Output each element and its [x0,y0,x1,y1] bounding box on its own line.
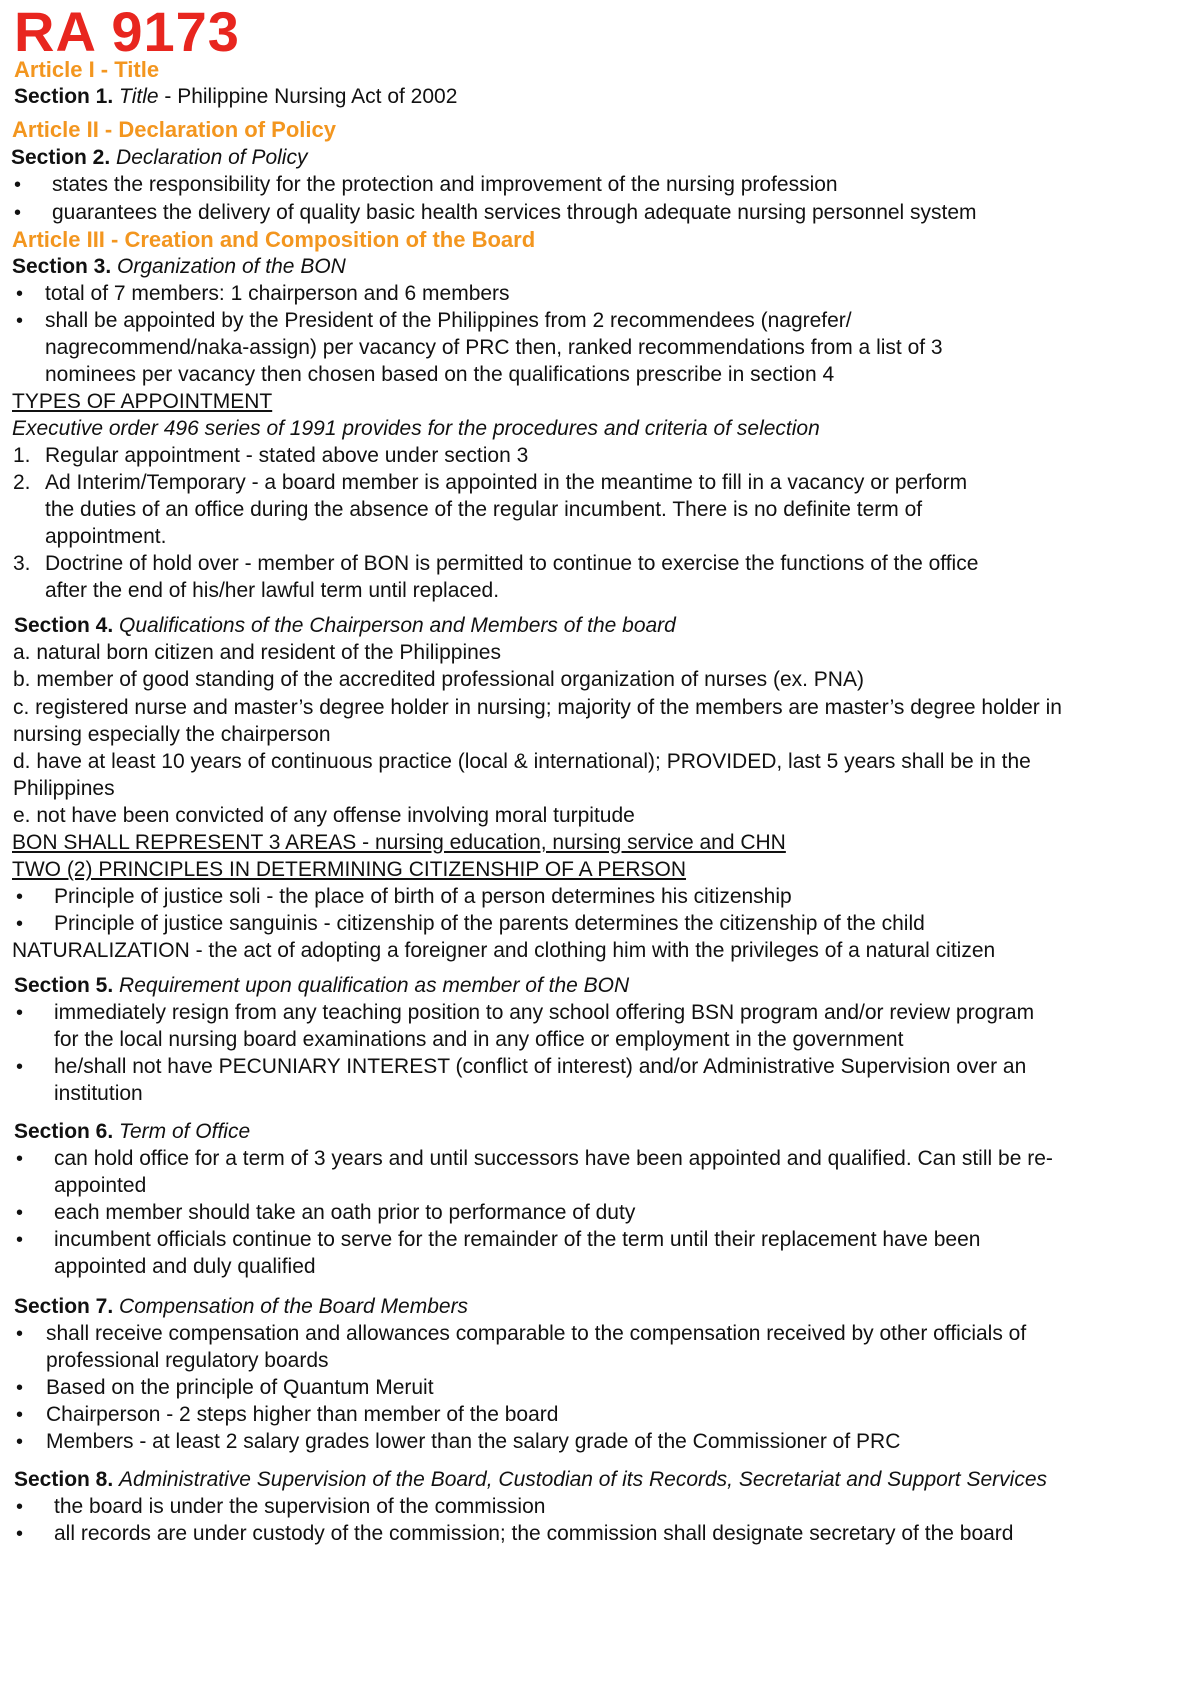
bullet-icon: • [16,1202,24,1224]
appointment-item-line: Doctrine of hold over - member of BON is permitted to continue to exercise the functions of the office [45,552,979,575]
section-4-label: Section 4. [14,614,114,637]
section-3-label: Section 3. [12,255,112,278]
appointment-item-line: Regular appointment - stated above under section 3 [45,444,529,467]
section-4 [14,613,676,639]
section-7-title: Compensation of the Board Members [119,1295,469,1318]
list-number: 3. [13,552,31,575]
section-1-label: Section 1. [14,85,114,108]
bullet-icon: • [16,1523,24,1545]
bullet-icon: • [16,283,24,305]
section-4-title: Qualifications of the Chairperson and Members of the board [119,614,676,637]
section-3-item-line: nominees per vacancy then chosen based on the qualifications prescribe in section 4 [45,363,835,386]
bullet-icon: • [14,174,22,196]
section-3-title: Organization of the BON [117,255,346,278]
section-8-item: the board is under the supervision of the commission [54,1495,546,1518]
section-4-line: e. not have been convicted of any offense involving moral turpitude [13,804,635,827]
appointment-item-line: appointment. [45,525,167,548]
bullet-icon: • [16,1148,24,1170]
bullet-icon: • [16,1496,24,1518]
appointment-heading: TYPES OF APPOINTMENT [12,390,273,413]
section-5-item-line: institution [54,1082,143,1105]
section-8 [14,1467,1047,1493]
appointment-item-line: the duties of an office during the absence of the regular incumbent. There is no definite term of [45,498,923,521]
section-5-label: Section 5. [14,974,114,997]
section-3-item: total of 7 members: 1 chairperson and 6 members [45,282,510,305]
article-1-heading: Article I - Title [14,57,160,82]
bullet-icon: • [16,1323,24,1345]
bullet-icon: • [16,1377,24,1399]
article-3-heading: Article III - Creation and Composition of the Board [12,227,536,252]
section-6-item: each member should take an oath prior to performance of duty [54,1201,636,1224]
section-7-label: Section 7. [14,1295,114,1318]
section-5-item-line: immediately resign from any teaching position to any school offering BSN program and/or review program [54,1001,1035,1024]
document-title: RA 9173 [14,0,240,63]
principle-item: Principle of justice sanguinis - citizenship of the parents determines the citizenship of the child [54,912,925,935]
section-4-line: c. registered nurse and master’s degree holder in nursing; majority of the members are master’s degree holder in [13,696,1062,719]
section-2 [11,145,307,171]
section-7 [14,1294,468,1320]
section-5-title: Requirement upon qualification as member of the BON [119,974,630,997]
citizenship-heading: TWO (2) PRINCIPLES IN DETERMINING CITIZENSHIP OF A PERSON [12,858,687,881]
section-1 [14,84,457,110]
section-7-item: Chairperson - 2 steps higher than member of the board [46,1403,559,1426]
bullet-icon: • [16,1229,24,1251]
section-2-title: Declaration of Policy [116,146,308,169]
section-7-item-line: shall receive compensation and allowances comparable to the compensation received by other officials of [46,1322,1027,1345]
section-3-item-line: shall be appointed by the President of the Philippines from 2 recommendees (nagrefer/ [45,309,852,332]
bullet-icon: • [16,913,24,935]
bon-areas-heading: BON SHALL REPRESENT 3 AREAS - nursing education, nursing service and CHN [12,831,786,854]
section-6-title: Term of Office [119,1120,251,1143]
section-1-text: - Philippine Nursing Act of 2002 [158,85,458,108]
section-1-title: Title [119,85,159,108]
section-7-item-line: professional regulatory boards [46,1349,329,1372]
bullet-icon: • [16,886,24,908]
bullet-icon: • [16,1002,24,1024]
section-4-line: nursing especially the chairperson [13,723,331,746]
bullet-icon: • [16,1404,24,1426]
appointment-item-line: Ad Interim/Temporary - a board member is appointed in the meantime to fill in a vacancy or perform [45,471,968,494]
section-6-item-line: incumbent officials continue to serve for the remainder of the term until their replacement have been [54,1228,981,1251]
bullet-icon: • [16,1056,24,1078]
section-5-item-line: he/shall not have PECUNIARY INTEREST (conflict of interest) and/or Administrative Supervision over an [54,1055,1027,1078]
naturalization-definition: NATURALIZATION - the act of adopting a foreigner and clothing him with the privileges of a natural citizen [12,939,996,962]
section-4-line: Philippines [13,777,115,800]
appointment-note: Executive order 496 series of 1991 provides for the procedures and criteria of selection [12,417,820,440]
section-7-item: Members - at least 2 salary grades lower than the salary grade of the Commissioner of PRC [46,1430,901,1453]
article-2-heading: Article II - Declaration of Policy [12,117,336,142]
section-2-item: guarantees the delivery of quality basic health services through adequate nursing personnel system [52,201,977,224]
list-number: 1. [13,444,31,467]
section-4-line: b. member of good standing of the accredited professional organization of nurses (ex. PNA) [13,668,864,691]
section-8-item: all records are under custody of the commission; the commission shall designate secretary of the board [54,1522,1014,1545]
principle-item: Principle of justice soli - the place of birth of a person determines his citizenship [54,885,792,908]
section-8-label: Section 8. [14,1468,114,1491]
section-6-item-line: appointed [54,1174,147,1197]
section-2-item: states the responsibility for the protection and improvement of the nursing profession [52,173,838,196]
bullet-icon: • [16,310,24,332]
list-number: 2. [13,471,31,494]
appointment-item-line: after the end of his/her lawful term until replaced. [45,579,500,602]
section-8-title: Administrative Supervision of the Board, Custodian of its Records, Secretariat and Support Services [119,1468,1048,1491]
section-6 [14,1119,250,1145]
section-6-label: Section 6. [14,1120,114,1143]
section-6-item-line: can hold office for a term of 3 years and until successors have been appointed and qualified. Can still be re- [54,1147,1053,1170]
bullet-icon: • [14,202,22,224]
section-3 [12,254,346,280]
section-7-item: Based on the principle of Quantum Meruit [46,1376,434,1399]
section-5 [14,973,629,999]
bullet-icon: • [16,1431,24,1453]
section-5-item-line: for the local nursing board examinations and in any office or employment in the government [54,1028,904,1051]
section-2-label: Section 2. [11,146,111,169]
section-4-line: a. natural born citizen and resident of the Philippines [13,641,501,664]
section-3-item-line: nagrecommend/naka-assign) per vacancy of PRC then, ranked recommendations from a list of 3 [45,336,943,359]
section-6-item-line: appointed and duly qualified [54,1255,316,1278]
section-4-line: d. have at least 10 years of continuous practice (local & international); PROVIDED, last 5 years shall be in the [13,750,1031,773]
